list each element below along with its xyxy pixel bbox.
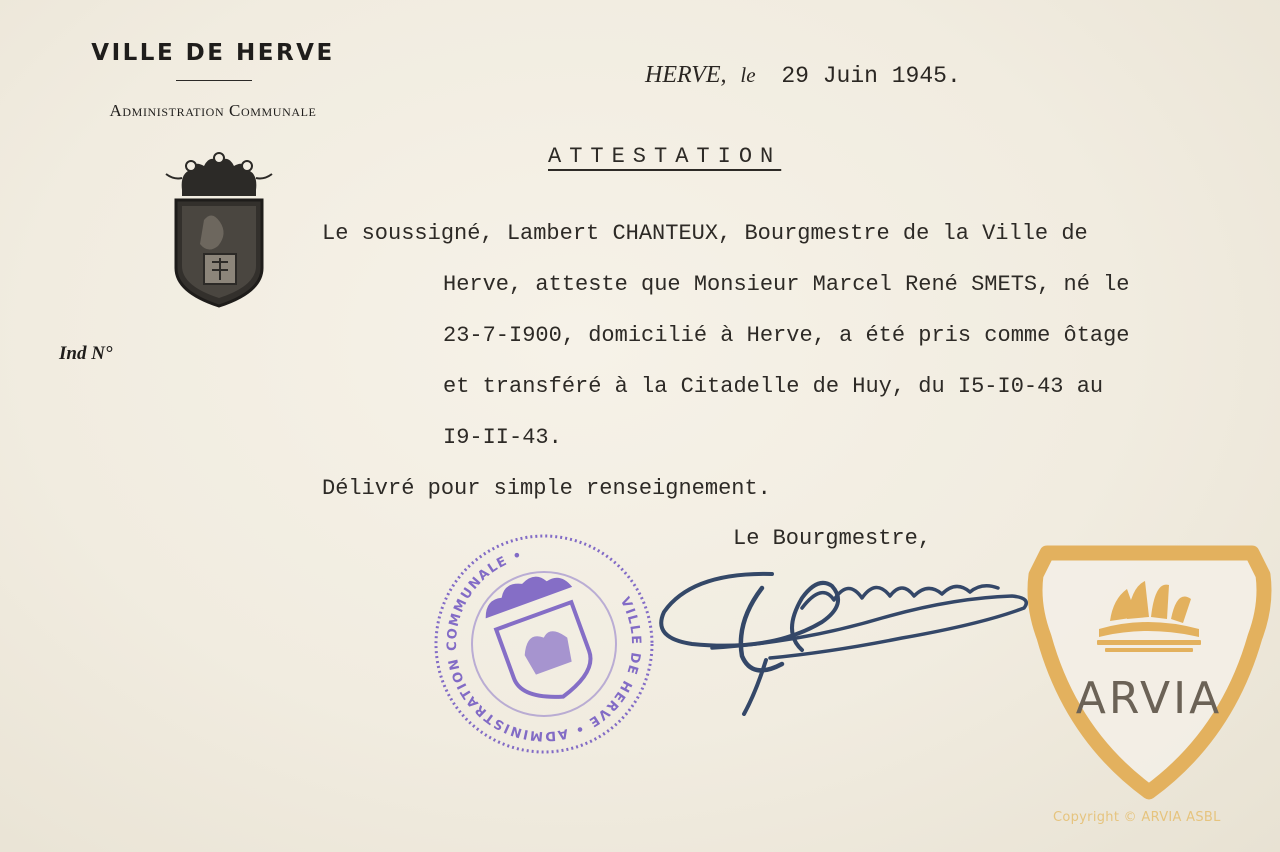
body-line: Herve, atteste que Monsieur Marcel René SMETS, né le (443, 272, 1130, 297)
place-name: HERVE, (645, 62, 727, 88)
coat-of-arms-icon (160, 150, 278, 310)
body-line: et transféré à la Citadelle de Huy, du I5-I0-43 au (443, 374, 1104, 399)
date-preposition: le (740, 63, 756, 87)
body-line: Le soussigné, Lambert CHANTEUX, Bourgmestre de la Ville de (322, 221, 1088, 246)
signatory-title: Le Bourgmestre, (733, 526, 932, 551)
date-line (645, 62, 961, 89)
letterhead-divider (176, 80, 252, 81)
municipal-stamp (428, 528, 660, 760)
stamp-text: VILLE DE HERVE • ADMINISTRATION COMMUNALE • (444, 547, 644, 744)
body-line: 23-7-I900, domicilié à Herve, a été pris comme ôtage (443, 323, 1130, 348)
closing-line: Délivré pour simple renseignement. (322, 476, 771, 501)
copyright-notice: Copyright © ARVIA ASBL (1053, 810, 1221, 825)
index-number-label: Ind N° (59, 343, 113, 364)
signature-image (652, 552, 1042, 722)
letterhead-subtitle: Administration Communale (109, 101, 317, 120)
letterhead-title: VILLE DE HERVE (91, 40, 335, 66)
body-line: I9-II-43. (443, 425, 562, 450)
arvia-watermark-logo (1027, 545, 1272, 800)
document-date: 29 Juin 1945. (781, 63, 961, 89)
document-title: ATTESTATION (548, 144, 782, 169)
arvia-brand-text: ARVIA (1075, 673, 1223, 724)
